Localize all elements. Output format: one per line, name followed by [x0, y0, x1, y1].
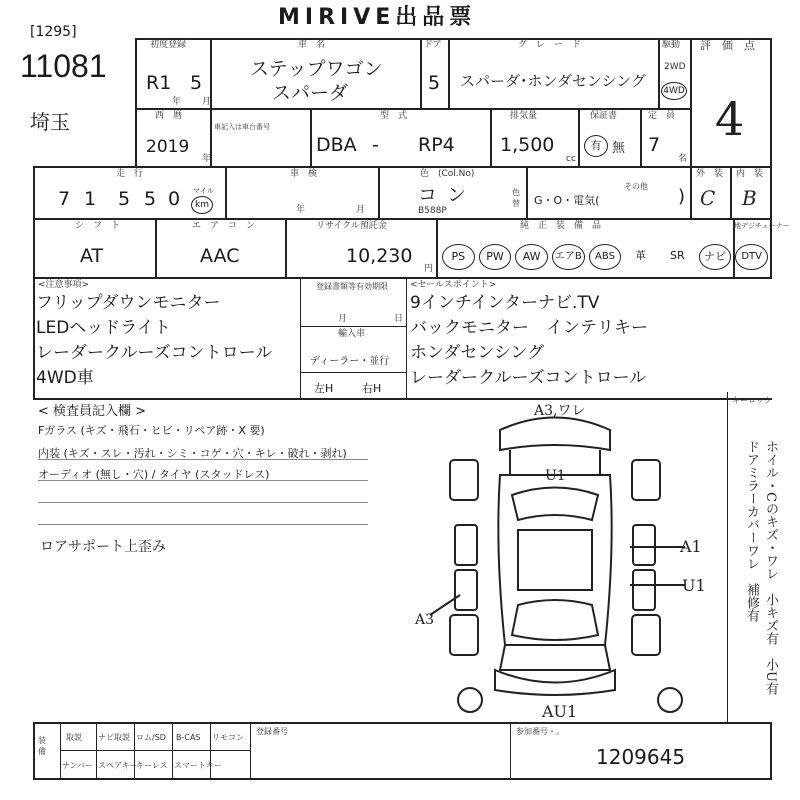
mileage-digit: 1 [84, 188, 97, 210]
mark-bottom: AU1 [542, 702, 578, 721]
interior-grade: B [742, 186, 757, 210]
warranty-yes-circled: 有 [584, 135, 608, 157]
mileage-digit: 7 [58, 188, 71, 210]
footer-bcas: B-CAS [176, 733, 201, 742]
equipment-item: PS [442, 244, 475, 270]
reg-day-unit: 日 [394, 314, 404, 324]
shaken-month-unit: 月 [356, 205, 366, 215]
month-unit: 月 [202, 97, 212, 107]
grid-line [420, 38, 422, 108]
footer-ref-label: 参加番号・。 [516, 727, 564, 736]
cc-unit: cc [566, 154, 576, 164]
grid-line [378, 166, 380, 218]
grid-line [60, 722, 61, 780]
grid-line [33, 277, 35, 399]
sales-item: レーダークルーズコントロール [410, 368, 647, 388]
grade-label: グ レ ー ド [518, 40, 582, 50]
mark-left-front: A3 [415, 612, 435, 628]
model-dash: - [372, 134, 379, 156]
glass-line: Fガラス (キズ・飛石・ヒビ・リペア跡・X 要) [38, 424, 265, 437]
aircon-label: エ ア コ ン [192, 221, 256, 231]
model-year-unit: 年 [202, 154, 212, 164]
recycle-amount: 10,230 [346, 245, 413, 267]
grid-line [60, 750, 250, 751]
mile-label: マイル [193, 187, 214, 195]
year-unit: 年 [172, 97, 182, 107]
equipment-item: AW [515, 244, 548, 270]
handle-left: 左H [314, 382, 334, 395]
grade-score-label: 評 価 点 [700, 39, 755, 52]
equipment-item: SR [670, 249, 685, 262]
attention-item: LEDヘッドライト [36, 318, 171, 338]
shaken-year-unit: 年 [296, 205, 306, 215]
sales-item: 9インチインターナビ.TV [410, 293, 600, 313]
interior-label: 内 装 [736, 169, 764, 179]
sales-item: バックモニター インテリキー [410, 318, 648, 338]
color-options: G・O・電気( [534, 194, 600, 207]
footer-ref-number: 1209645 [596, 745, 686, 769]
exterior-label: 外 装 [696, 169, 724, 179]
grid-line [526, 166, 528, 218]
equipment-item: ナビ [699, 244, 732, 270]
handwritten-note: ロアサポート上歪み [40, 539, 166, 555]
attention-item: フリップダウンモニター [36, 293, 221, 313]
attention-label: <注意事項> [38, 280, 90, 290]
attention-item: 4WD車 [36, 368, 94, 388]
footer-spare-key: スペアキー [98, 761, 138, 770]
color-repaint-label: 色替 [512, 188, 520, 208]
grid-line [96, 722, 97, 780]
grid-line [135, 108, 691, 110]
grid-line [225, 166, 227, 218]
tuner-label: 地デジチューナー [734, 222, 790, 230]
grid-line [172, 722, 173, 780]
exterior-grade: C [700, 186, 716, 210]
model-code: RP4 [418, 134, 455, 156]
delivery-option: ディーラー・並行 [310, 356, 390, 367]
capacity-unit: 名 [678, 154, 688, 164]
grid-line [250, 722, 251, 780]
first-reg-month: 5 [190, 72, 203, 94]
grid-line [33, 166, 35, 278]
seireki-label: 西 暦 [155, 111, 183, 121]
sales-label: <セールスポイント> [410, 280, 497, 290]
footer-reg-no-label: 登録番号 [256, 727, 288, 736]
recycle-label: リサイクル預託金 [316, 221, 387, 231]
grid-line [155, 218, 157, 278]
other-label: その他 [624, 182, 648, 191]
footer-rom: ロム/SD [136, 733, 166, 742]
grid-line [300, 372, 407, 373]
capacity-label: 定 員 [648, 111, 676, 121]
inspector-label: < 検査員記入欄 > [38, 404, 147, 419]
car-diagram [400, 400, 720, 720]
equipment-row [440, 244, 770, 270]
grid-line [285, 218, 287, 278]
grade-score: 4 [715, 92, 745, 146]
grid-line [436, 218, 438, 278]
attention-item: レーダークルーズコントロール [36, 343, 273, 363]
grid-line [448, 38, 450, 108]
grid-line [300, 326, 407, 327]
grid-line [770, 722, 772, 780]
equip-label: 純 正 装 備 品 [520, 221, 602, 231]
equipment-item: ABS [589, 244, 622, 270]
km-circled: km [191, 196, 213, 214]
mark-roof: U1 [545, 468, 566, 484]
grid-line [135, 38, 137, 168]
displacement: 1,500 [500, 134, 555, 156]
grid-line [134, 722, 135, 780]
first-reg-era: R1 [146, 72, 172, 94]
mark-right-lower: U1 [682, 576, 706, 595]
grade: スパーダ･ホンダセンシング [460, 72, 646, 90]
keylock-label: キーロック [732, 396, 772, 405]
reg-doc-label: 登録書類等有効期限 [316, 282, 388, 291]
capacity: 7 [648, 134, 661, 156]
car-name-label: 車 名 [298, 40, 326, 50]
grid-line [640, 108, 642, 168]
interior-line: 内装 (キズ・スレ・汚れ・シミ・コゲ・穴・キレ・破れ・剥れ) [38, 447, 347, 460]
footer-smart-key: スマートキー [174, 761, 222, 770]
katashiki-note: 車記入は車台番号 [214, 123, 270, 131]
yen-unit: 円 [424, 264, 434, 274]
mileage-label: 走 行 [116, 169, 144, 179]
color-label: 色 (Col.No) [420, 169, 475, 179]
shift-label: シ フ ト [75, 221, 121, 231]
drive-label: 駆動 [662, 40, 681, 50]
equipment-item: 革 [635, 249, 647, 262]
footer-navi-manual: ナビ取説 [98, 733, 130, 742]
dotted-rule [38, 480, 368, 481]
katashiki-label: 型 式 [380, 111, 408, 121]
dotted-rule [38, 459, 368, 460]
mark-right-upper: A1 [680, 537, 702, 556]
sheet-title: MIRIVE出品票 [278, 5, 477, 30]
mileage-digit: 5 [144, 188, 157, 210]
color-number: B588P [418, 206, 447, 216]
drive-2wd: 2WD [664, 62, 686, 72]
model-year: 2019 [146, 137, 190, 157]
displacement-label: 排気量 [510, 111, 538, 121]
warranty-no: 無 [612, 141, 626, 156]
footer-manual: 取説 [66, 733, 82, 742]
lot-number: 11081 [20, 48, 107, 84]
aircon: AAC [200, 245, 240, 267]
side-note: ホイル・Cのキズ・ワレ 小キズ有 小U有 ドアミラーカバーワレ 補修有 [744, 440, 778, 708]
door-label: ドア [424, 40, 442, 50]
equipment-item: エアB [552, 244, 585, 270]
mileage-digit: 0 [168, 188, 181, 210]
car-name-line2: スパーダ [272, 82, 349, 104]
shaken-label: 車 検 [290, 169, 318, 179]
footer-equip: 装備 [38, 736, 46, 756]
lot-code: [1295] [30, 24, 77, 40]
mark-top: A3,ワレ [534, 403, 586, 419]
grid-line [33, 722, 35, 780]
grid-line [510, 722, 511, 780]
drive-4wd-circled: 4WD [661, 82, 687, 100]
grid-line [33, 722, 772, 724]
dotted-rule [38, 524, 368, 525]
equipment-item: PW [479, 244, 512, 270]
doors: 5 [428, 72, 441, 94]
grid-line [690, 38, 692, 168]
sales-item: ホンダセンシング [410, 343, 545, 363]
equipment-item: DTV [735, 244, 768, 270]
grid-line [490, 108, 492, 168]
footer-remote: リモコン [212, 733, 244, 742]
grid-line [310, 108, 312, 168]
car-name-line1: ステップワゴン [250, 58, 383, 80]
model-prefix: DBA [316, 134, 357, 156]
reg-month-unit: 月 [338, 314, 348, 324]
shift: AT [80, 245, 104, 267]
delivery-label: 輸入車 [338, 329, 366, 339]
dotted-rule [38, 502, 368, 503]
grid-line [210, 722, 211, 780]
grid-line [33, 218, 772, 220]
grid-line [578, 108, 580, 168]
grid-line [658, 38, 660, 108]
grid-line [730, 166, 732, 218]
grid-line [33, 778, 772, 780]
footer-number: ナンバー [62, 761, 94, 770]
grid-line [33, 166, 772, 168]
handle-right: 右H [362, 382, 382, 395]
color-value: コン [418, 184, 477, 206]
grid-line [770, 38, 772, 278]
close-paren: ) [678, 186, 686, 207]
first-reg-label: 初度登録 [150, 40, 187, 50]
mileage-digit: 5 [118, 188, 131, 210]
grid-line [690, 166, 692, 218]
audio-line: オーディオ (無し・穴) / タイヤ (スタッドレス) [38, 468, 270, 481]
footer-keyless: キーレス [136, 761, 168, 770]
warranty-label: 保証書 [590, 111, 618, 121]
lot-region: 埼玉 [30, 110, 70, 134]
